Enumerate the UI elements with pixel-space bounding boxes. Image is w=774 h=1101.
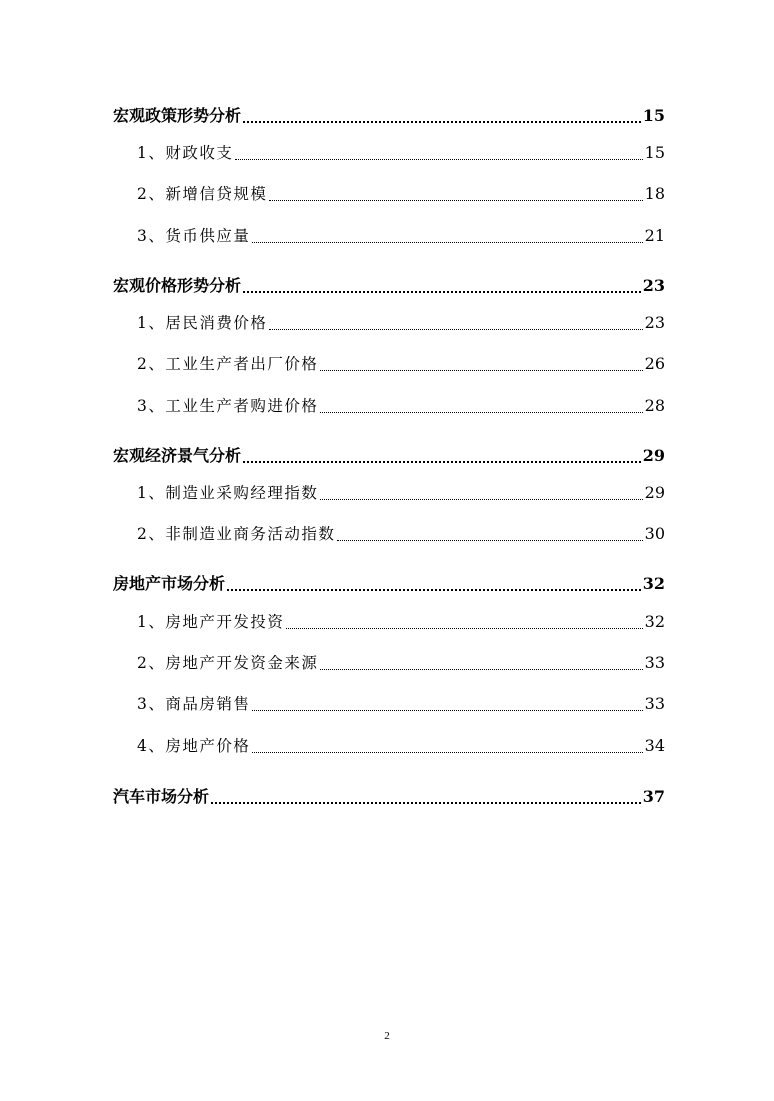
toc-entry-page: 15 — [644, 143, 665, 162]
dot-leader — [320, 370, 642, 371]
toc-entry-title: 宏观经济景气分析 — [113, 446, 242, 465]
dot-leader — [235, 159, 642, 160]
dot-leader — [211, 802, 641, 804]
toc-entry-subsection[interactable] — [113, 351, 665, 377]
toc-entry-subsection[interactable] — [113, 181, 665, 207]
dot-leader — [252, 752, 642, 753]
toc-entry-title: 1、居民消费价格 — [137, 314, 268, 332]
dot-leader — [286, 628, 642, 629]
toc-entry-subsection[interactable] — [113, 480, 665, 506]
toc-entry-subsection[interactable] — [113, 393, 665, 419]
toc-entry-title: 宏观政策形势分析 — [113, 106, 242, 125]
toc-entry-page: 28 — [644, 396, 665, 415]
toc-entry-page: 23 — [642, 276, 665, 295]
toc-entry-title: 1、制造业采购经理指数 — [137, 484, 319, 502]
toc-entry-page: 29 — [644, 483, 665, 502]
toc-entry-title: 3、商品房销售 — [137, 695, 251, 713]
toc-entry-subsection[interactable] — [113, 650, 665, 676]
dot-leader — [269, 200, 642, 201]
toc-entry-section[interactable] — [113, 443, 665, 469]
dot-leader — [252, 710, 642, 711]
toc-entry-page: 34 — [644, 736, 665, 755]
dot-leader — [243, 121, 641, 123]
dot-leader — [227, 589, 641, 591]
toc-entry-subsection[interactable] — [113, 310, 665, 336]
toc-entry-page: 26 — [644, 354, 665, 373]
toc-entry-page: 32 — [642, 574, 665, 593]
toc-entry-page: 23 — [644, 313, 665, 332]
toc-entry-title: 2、房地产开发资金来源 — [137, 654, 319, 672]
page-number: 2 — [384, 1030, 390, 1042]
toc-entry-subsection[interactable] — [113, 223, 665, 249]
toc-entry-page: 33 — [644, 653, 665, 672]
toc-entry-page: 30 — [644, 524, 665, 543]
dot-leader — [252, 242, 642, 243]
toc-entry-page: 33 — [644, 694, 665, 713]
dot-leader — [320, 499, 642, 500]
toc-entry-title: 2、新增信贷规模 — [137, 185, 268, 203]
toc-entry-title: 4、房地产价格 — [137, 737, 251, 755]
toc-entry-subsection[interactable] — [113, 609, 665, 635]
toc-entry-page: 32 — [644, 612, 665, 631]
toc-entry-title: 2、工业生产者出厂价格 — [137, 355, 319, 373]
dot-leader — [243, 461, 641, 463]
toc-entry-title: 1、房地产开发投资 — [137, 613, 285, 631]
toc-entry-page: 15 — [642, 106, 665, 125]
toc-entry-page: 37 — [642, 787, 665, 806]
toc-entry-section[interactable] — [113, 273, 665, 299]
toc-entry-title: 3、货币供应量 — [137, 227, 251, 245]
toc-entry-title: 3、工业生产者购进价格 — [137, 397, 319, 415]
toc-entry-section[interactable] — [113, 784, 665, 810]
toc-entry-page: 21 — [644, 226, 665, 245]
toc-entry-subsection[interactable] — [113, 140, 665, 166]
dot-leader — [320, 412, 642, 413]
dot-leader — [269, 329, 642, 330]
toc-entry-title: 2、非制造业商务活动指数 — [137, 525, 336, 543]
toc-entry-title: 汽车市场分析 — [113, 787, 210, 806]
toc-entry-subsection[interactable] — [113, 733, 665, 759]
dot-leader — [337, 540, 642, 541]
toc-entry-section[interactable] — [113, 103, 665, 129]
toc-entry-subsection[interactable] — [113, 691, 665, 717]
toc-entry-title: 房地产市场分析 — [113, 574, 226, 593]
toc-entry-title: 宏观价格形势分析 — [113, 276, 242, 295]
toc-entry-page: 29 — [642, 446, 665, 465]
toc-entry-subsection[interactable] — [113, 521, 665, 547]
toc-entry-page: 18 — [644, 184, 665, 203]
dot-leader — [243, 291, 641, 293]
toc-entry-section[interactable] — [113, 571, 665, 597]
dot-leader — [320, 669, 642, 670]
toc-entry-title: 1、财政收支 — [137, 144, 234, 162]
